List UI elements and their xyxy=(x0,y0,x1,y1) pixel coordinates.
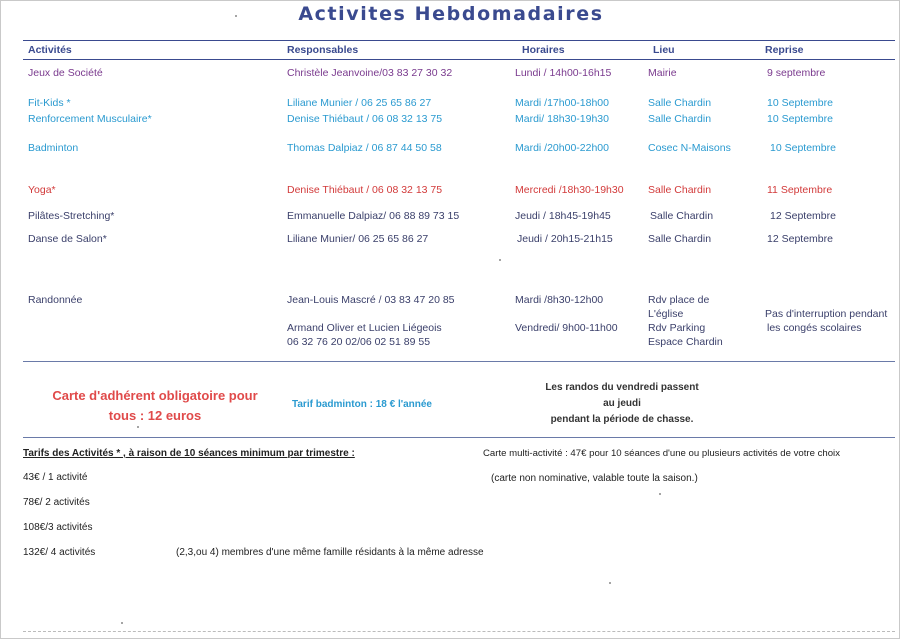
row-rando-resp2-line2: 06 32 76 20 02/06 02 51 89 55 xyxy=(287,336,431,348)
tarif-item-2: 78€/ 2 activités xyxy=(23,497,90,508)
row-yoga-place: Salle Chardin xyxy=(648,184,712,196)
row-yoga-resp: Denise Thiébaut / 06 08 32 13 75 xyxy=(287,184,443,196)
row-rando-resp2-line1: Armand Oliver et Lucien Liégeois xyxy=(287,322,442,334)
row-rando-activity: Randonnée xyxy=(28,294,83,306)
row-jeux-activity: Jeux de Société xyxy=(28,67,103,79)
row-badminton-place: Cosec N-Maisons xyxy=(648,142,731,154)
row-rando-place1-line2: L'église xyxy=(648,308,684,320)
scan-speck xyxy=(137,426,139,428)
row-danse-resp: Liliane Munier/ 06 25 65 86 27 xyxy=(287,233,429,245)
col-header-horaires: Horaires xyxy=(522,44,565,56)
randos-line2: au jeudi xyxy=(603,398,641,409)
col-header-activites: Activités xyxy=(28,44,72,56)
row-jeux-resp: Christèle Jeanvoine/03 83 27 30 32 xyxy=(287,67,453,79)
row-danse-reprise: 12 Septembre xyxy=(767,233,833,245)
row-badminton-activity: Badminton xyxy=(28,142,79,154)
row-renfo-place: Salle Chardin xyxy=(648,113,712,125)
row-jeux-reprise: 9 septembre xyxy=(767,67,826,79)
row-danse-hours: Jeudi / 20h15-21h15 xyxy=(517,233,613,245)
tarif-item-1: 43€ / 1 activité xyxy=(23,472,88,483)
row-fitkids-hours: Mardi /17h00-18h00 xyxy=(515,97,609,109)
membership-line1: Carte d'adhérent obligatoire pour xyxy=(52,388,258,403)
multi-card-line2: (carte non nominative, valable toute la saison.) xyxy=(491,473,698,484)
row-badminton-hours: Mardi /20h00-22h00 xyxy=(515,142,609,154)
col-header-responsables: Responsables xyxy=(287,44,359,56)
table-bottom-rule xyxy=(23,361,895,362)
row-fitkids-place: Salle Chardin xyxy=(648,97,712,109)
row-danse-activity: Danse de Salon* xyxy=(28,233,107,245)
row-yoga-hours: Mercredi /18h30-19h30 xyxy=(515,184,624,196)
page-title: Activites Hebdomadaires xyxy=(298,3,604,25)
row-pilates-activity: Pilâtes-Stretching* xyxy=(28,210,115,222)
row-fitkids-resp: Liliane Munier / 06 25 65 86 27 xyxy=(287,97,432,109)
row-yoga-reprise: 11 Septembre xyxy=(767,184,833,196)
row-rando-reprise-line1: Pas d'interruption pendant xyxy=(765,308,888,320)
row-rando-place1-line1: Rdv place de xyxy=(648,294,710,306)
header-rule xyxy=(23,40,895,41)
randos-note xyxy=(511,380,733,428)
row-rando-hours2: Vendredi/ 9h00-11h00 xyxy=(515,322,618,334)
col-header-lieu: Lieu xyxy=(653,44,675,56)
row-jeux-hours: Lundi / 14h00-16h15 xyxy=(515,67,612,79)
row-pilates-hours: Jeudi / 18h45-19h45 xyxy=(515,210,611,222)
row-rando-place2-line1: Rdv Parking xyxy=(648,322,706,334)
row-pilates-resp: Emmanuelle Dalpiaz/ 06 88 89 73 15 xyxy=(287,210,460,222)
row-pilates-reprise: 12 Septembre xyxy=(770,210,836,222)
header-underline xyxy=(23,59,895,60)
row-renfo-reprise: 10 Septembre xyxy=(767,113,833,125)
footer-rule xyxy=(23,631,895,632)
tarif-item-4: 132€/ 4 activités xyxy=(23,547,96,558)
badminton-rate: Tarif badminton : 18 € l'année xyxy=(292,399,432,410)
col-header-reprise: Reprise xyxy=(765,44,804,56)
tarifs-top-rule xyxy=(23,437,895,438)
row-renfo-resp: Denise Thiébaut / 06 08 32 13 75 xyxy=(287,113,443,125)
scan-speck xyxy=(609,582,611,584)
scan-speck xyxy=(235,15,237,17)
randos-line1: Les randos du vendredi passent xyxy=(545,382,699,393)
family-note: (2,3,ou 4) membres d'une même famille résidants à la même adresse xyxy=(176,547,484,558)
tarif-item-3: 108€/3 activités xyxy=(23,522,93,533)
row-jeux-place: Mairie xyxy=(648,67,677,79)
row-renfo-hours: Mardi/ 18h30-19h30 xyxy=(515,113,609,125)
randos-line3: pendant la période de chasse. xyxy=(550,414,694,425)
row-badminton-resp: Thomas Dalpiaz / 06 87 44 50 58 xyxy=(287,142,442,154)
row-yoga-activity: Yoga* xyxy=(28,184,56,196)
row-renfo-activity: Renforcement Musculaire* xyxy=(28,113,152,125)
row-rando-hours1: Mardi /8h30-12h00 xyxy=(515,294,604,306)
membership-line2: tous : 12 euros xyxy=(108,408,202,423)
row-fitkids-reprise: 10 Septembre xyxy=(767,97,833,109)
row-pilates-place: Salle Chardin xyxy=(650,210,714,222)
scan-speck xyxy=(499,259,501,261)
row-rando-place2-line2: Espace Chardin xyxy=(648,336,723,348)
row-danse-place: Salle Chardin xyxy=(648,233,712,245)
multi-card-line1: Carte multi-activité : 47€ pour 10 séances d'une ou plusieurs activités de votre choix xyxy=(483,448,840,459)
row-fitkids-activity: Fit-Kids * xyxy=(28,97,71,109)
row-rando-reprise-line2: les congés scolaires xyxy=(767,322,862,334)
scan-speck xyxy=(121,622,123,624)
row-badminton-reprise: 10 Septembre xyxy=(770,142,836,154)
scan-speck xyxy=(659,493,661,495)
tarifs-heading: Tarifs des Activités * , à raison de 10 séances minimum par trimestre : xyxy=(23,448,355,459)
row-rando-resp1: Jean-Louis Mascré / 03 83 47 20 85 xyxy=(287,294,455,306)
membership-notice xyxy=(31,386,279,426)
